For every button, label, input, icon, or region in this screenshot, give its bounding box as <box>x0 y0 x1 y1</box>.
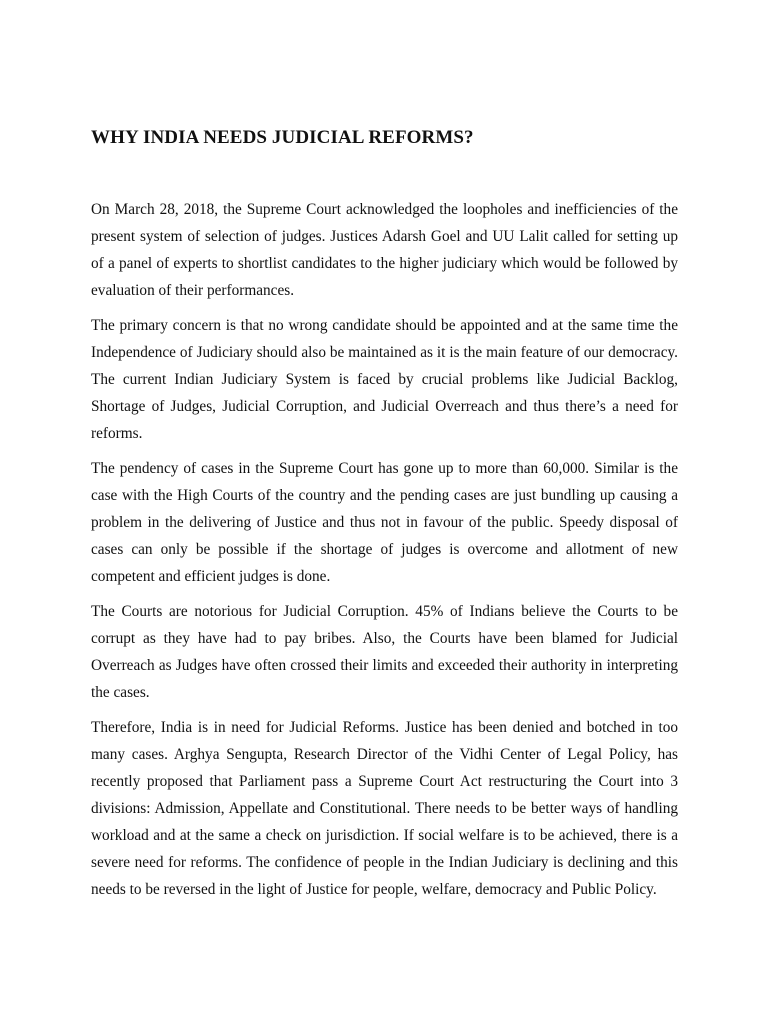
paragraph-judicial-corruption: The Courts are notorious for Judicial Corruption. 45% of Indians believe the Courts to be corrupt as they have had to pay bribes. Also, the Courts have been blamed for Judicial Overreach as Judges have often crossed their limits and exceeded their authority in interpreting the cases. <box>91 603 678 701</box>
document-title: WHY INDIA NEEDS JUDICIAL REFORMS? <box>91 127 474 148</box>
paragraph-selection-of-judges: On March 28, 2018, the Supreme Court acknowledged the loopholes and inefficiencies of the present system of selection of judges. Justices Adarsh Goel and UU Lalit called for setting up of a panel of experts to shortlist candidates to the higher judiciary which would be followed by evaluation of their performances. <box>91 201 678 299</box>
document-body <box>91 196 678 911</box>
paragraph-conclusion: Therefore, India is in need for Judicial Reforms. Justice has been denied and botched in too many cases. Arghya Sengupta, Research Director of the Vidhi Center of Legal Policy, has recently proposed that Parliament pass a Supreme Court Act restructuring the Court into 3 divisions: Admission, Appellate and Constitutional. There needs to be better ways of handling workload and at the same a check on jurisdiction. If social welfare is to be achieved, there is a severe need for reforms. The confidence of people in the Indian Judiciary is declining and this needs to be reversed in the light of Justice for people, welfare, democracy and Public Policy. <box>91 719 678 898</box>
paragraph-primary-concern: The primary concern is that no wrong candidate should be appointed and at the same time the Independence of Judiciary should also be maintained as it is the main feature of our democracy. The current Indian Judiciary System is faced by crucial problems like Judicial Backlog, Shortage of Judges, Judicial Corruption, and Judicial Overreach and thus there’s a need for reforms. <box>91 317 678 442</box>
paragraph-pendency-of-cases: The pendency of cases in the Supreme Court has gone up to more than 60,000. Similar is the case with the High Courts of the country and the pending cases are just bundling up causing a problem in the delivering of Justice and thus not in favour of the public. Speedy disposal of cases can only be possible if the shortage of judges is overcome and allotment of new competent and efficient judges is done. <box>91 460 678 585</box>
